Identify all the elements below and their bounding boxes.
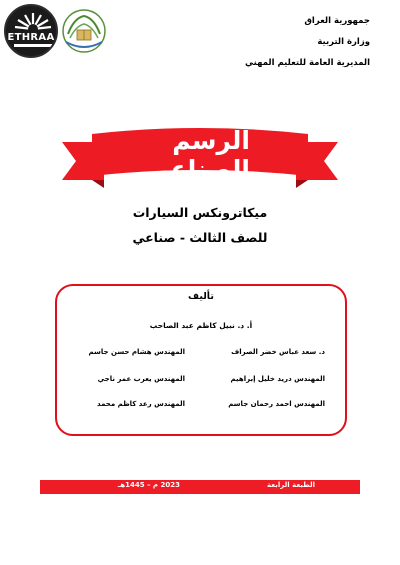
grade-title: للصف الثالث - صناعي	[132, 230, 268, 245]
ministry-logo	[60, 8, 108, 54]
ethraa-logo	[4, 4, 58, 58]
author-right-1: د. سعد عباس خضر الصراف	[231, 348, 325, 356]
author-right-2: المهندس دريد خليل إبراهيم	[230, 375, 325, 383]
lead-author: أ. د. نبيل كاظم عبد الصاحب	[149, 321, 253, 330]
author-right-3: المهندس احمد رحمان جاسم	[228, 400, 325, 408]
book-title: الرسم الصناعي	[145, 126, 250, 184]
header-country: جمهورية العراق	[304, 16, 370, 26]
subject-title: ميكاترونكس السيارات	[132, 205, 268, 220]
header-ministry: وزارة التربية	[317, 37, 370, 47]
edition-year: 2023 م – 1445هـ	[117, 481, 180, 489]
header-directorate: المديرية العامة للتعليم المهني	[245, 58, 370, 68]
author-left-2: المهندس يعرب عمر ناجي	[97, 375, 185, 383]
authors-box	[55, 284, 347, 436]
author-left-1: المهندس هشام حسن جاسم	[88, 348, 185, 356]
authors-heading: تأليف	[188, 291, 214, 302]
edition-label: الطبعة الرابعة	[267, 481, 315, 489]
ethraa-logo-text: ETHRAA	[7, 32, 55, 43]
author-left-3: المهندس رعد كاظم محمد	[97, 400, 185, 408]
